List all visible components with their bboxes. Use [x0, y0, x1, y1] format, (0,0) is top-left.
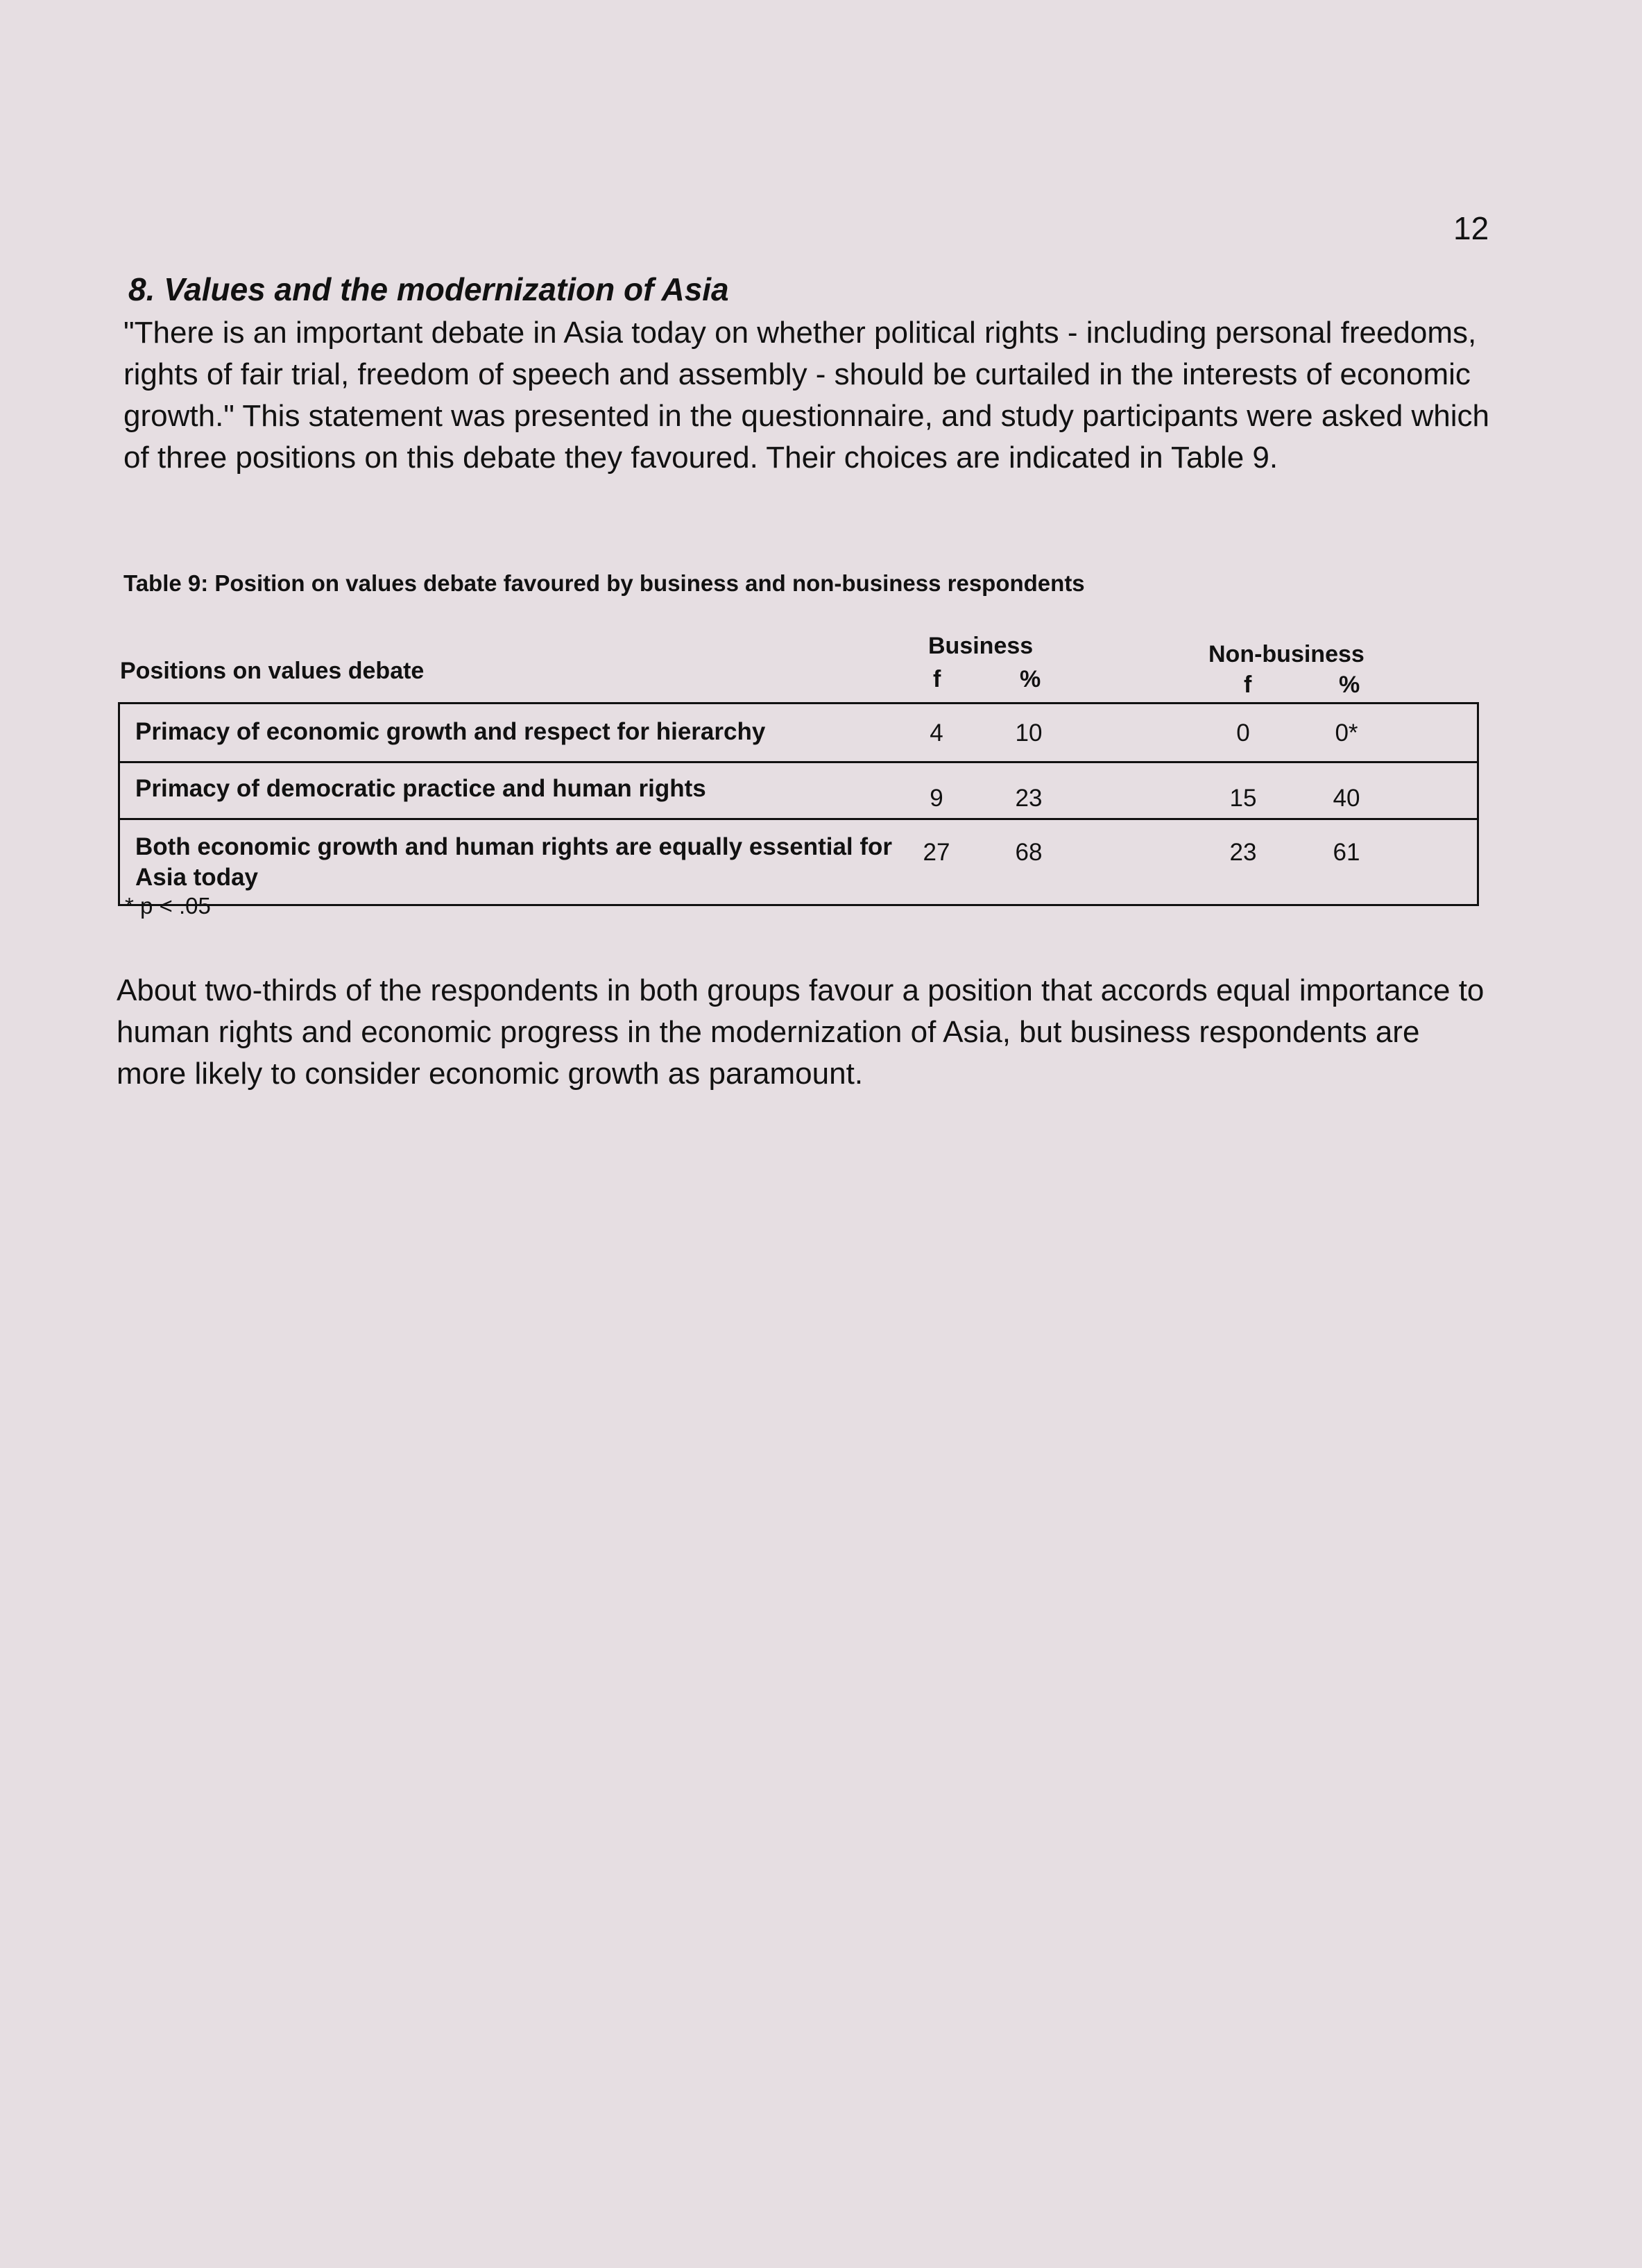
table-caption: Table 9: Position on values debate favoured by business and non-business respondents	[123, 570, 1085, 596]
nonbusiness-pct-cell: 0*	[1335, 719, 1358, 747]
business-pct-cell: 10	[1015, 719, 1043, 747]
column-header-nonbusiness: Non-business	[1208, 641, 1365, 667]
conclusion-paragraph: About two-thirds of the respondents in both groups favour a position that accords equal importance to human rights and economic progress in the modernization of Asia, but business respondents are more likely to consider economic growth as paramount.	[117, 973, 1485, 1091]
page-number: 12	[1453, 210, 1489, 246]
table-footnote: * p < .05	[125, 893, 211, 919]
subheader-nonbusiness-pct: %	[1339, 672, 1360, 698]
nonbusiness-f-cell: 15	[1229, 785, 1257, 812]
business-pct-cell: 68	[1015, 839, 1043, 866]
row-label: Both economic growth and human rights are equally essential for Asia today	[135, 833, 893, 891]
row-label: Primacy of economic growth and respect for hierarchy	[135, 718, 766, 745]
business-f-cell: 27	[923, 839, 950, 866]
business-f-cell: 4	[930, 719, 943, 747]
nonbusiness-f-cell: 23	[1229, 839, 1257, 866]
nonbusiness-pct-cell: 61	[1333, 839, 1360, 866]
subheader-nonbusiness-f: f	[1244, 672, 1252, 698]
subheader-business-f: f	[933, 666, 941, 692]
section-heading: 8. Values and the modernization of Asia	[128, 271, 729, 307]
nonbusiness-f-cell: 0	[1236, 719, 1250, 747]
business-pct-cell: 23	[1015, 785, 1043, 812]
business-f-cell: 9	[930, 785, 943, 812]
table-row	[120, 761, 1477, 820]
column-header-business: Business	[928, 633, 1034, 659]
table-row	[120, 818, 1477, 906]
nonbusiness-pct-cell: 40	[1333, 785, 1360, 812]
subheader-business-pct: %	[1020, 666, 1041, 692]
values-debate-table	[118, 702, 1479, 906]
intro-paragraph: "There is an important debate in Asia today on whether political rights - including personal freedoms, rights of fair trial, freedom of speech and assembly - should be curtailed in the interests of economic growth." This statement was presented in the questionnaire, and study participants were asked which of three positions on this debate they favoured. Their choices are indicated in Table 9.	[123, 316, 1489, 475]
table-row	[120, 704, 1477, 763]
column-header-positions: Positions on values debate	[120, 658, 425, 684]
row-label: Primacy of democratic practice and human rights	[135, 775, 706, 802]
